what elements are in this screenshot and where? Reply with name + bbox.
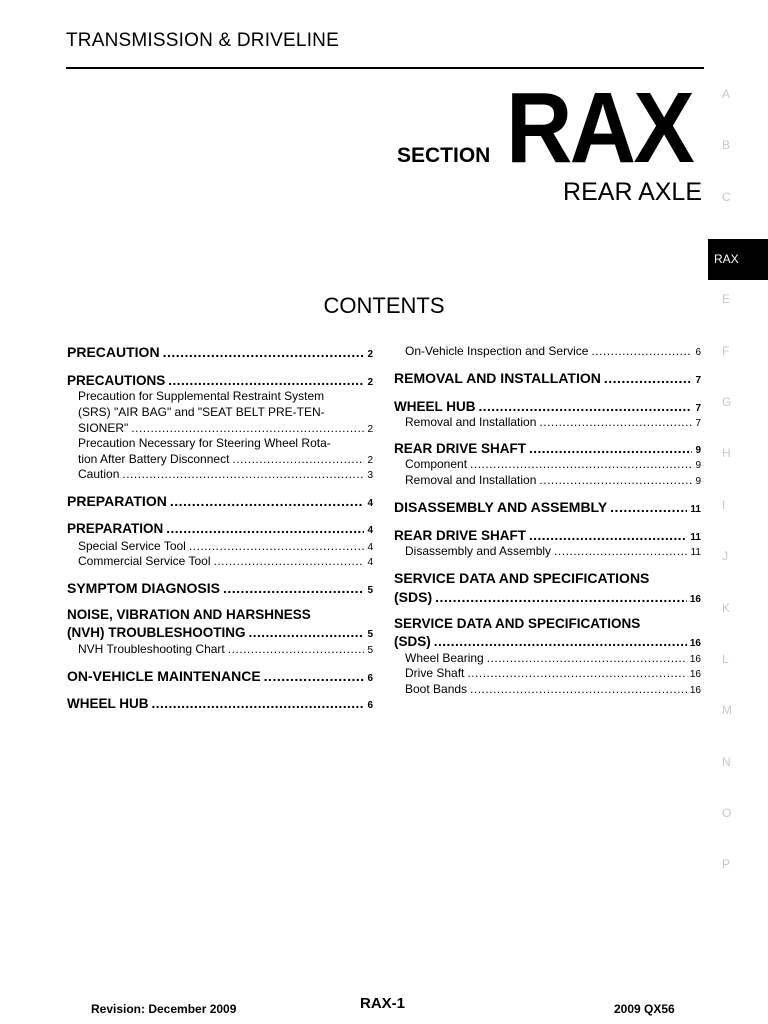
toc-entry-page: 2 — [367, 424, 373, 435]
side-index-tab-p[interactable]: P — [722, 857, 731, 872]
header-rule — [66, 67, 704, 69]
toc-entry-page: 7 — [695, 418, 701, 429]
toc-entry-title: REAR DRIVE SHAFT — [394, 528, 527, 543]
toc-entry-page: 6 — [695, 347, 701, 358]
toc-entry-steering-line2[interactable] — [67, 452, 373, 466]
toc-entry-title: Component — [405, 457, 468, 471]
toc-entry-title: REAR DRIVE SHAFT — [394, 441, 527, 456]
toc-entry-sds-heading-line1[interactable]: SERVICE DATA AND SPECIFICATIONS — [394, 570, 650, 586]
toc-entry-title: Commercial Service Tool — [78, 554, 211, 568]
toc-entry-page: 9 — [695, 476, 701, 487]
toc-entry-page: 5 — [367, 629, 373, 640]
toc-entry-nvh-chart[interactable] — [67, 642, 373, 656]
toc-entry-title: On-Vehicle Inspection and Service — [405, 344, 589, 358]
toc-entry-wheel-bearing[interactable] — [394, 651, 701, 665]
toc-entry-page: 6 — [367, 700, 373, 711]
toc-entry-title: Caution — [78, 467, 120, 481]
toc-entry-title: Removal and Installation — [405, 415, 537, 429]
toc-entry-page: 6 — [367, 673, 373, 684]
side-index-tab-l[interactable]: L — [722, 651, 729, 666]
toc-entry-special-service-tool[interactable] — [67, 539, 373, 553]
toc-entry-wheel-hub[interactable] — [67, 696, 373, 711]
side-index-tab-rax[interactable]: RAX — [708, 239, 768, 280]
toc-entry-page: 4 — [367, 525, 373, 536]
toc-entry-page: 7 — [695, 375, 701, 386]
side-index-tab-k[interactable]: K — [722, 600, 731, 615]
toc-entry-title: WHEEL HUB — [394, 399, 476, 414]
toc-entry-page: 5 — [367, 585, 373, 596]
toc-entry-page: 4 — [367, 557, 373, 568]
section-title: REAR AXLE — [563, 178, 702, 206]
toc-entry-steering-line1[interactable]: Precaution Necessary for Steering Wheel Rota- — [78, 436, 331, 450]
contents-title: CONTENTS — [323, 293, 445, 318]
toc-entry-removal-installation-heading[interactable] — [394, 370, 701, 386]
toc-entry-rear-drive-shaft-removal[interactable] — [394, 473, 701, 487]
toc-entry-drive-shaft[interactable] — [394, 666, 701, 680]
toc-entry-title: (NVH) TROUBLESHOOTING — [67, 625, 246, 640]
footer-page-id: RAX-1 — [360, 995, 406, 1012]
toc-entry-title: PRECAUTIONS — [67, 373, 166, 388]
toc-entry-title: PRECAUTION — [67, 344, 160, 360]
toc-entry-wheel-hub-removal[interactable] — [394, 415, 701, 429]
toc-entry-precautions[interactable] — [67, 373, 373, 388]
toc-entry-title: Boot Bands — [405, 682, 468, 696]
toc-entry-page: 4 — [367, 542, 373, 553]
toc-entry-srs-line2[interactable]: (SRS) "AIR BAG" and "SEAT BELT PRE-TEN- — [78, 405, 325, 419]
toc-entry-title: Disassembly and Assembly — [405, 544, 552, 558]
toc-entry-sds-heading-line2[interactable] — [394, 589, 701, 605]
toc-entry-symptom-diagnosis-heading[interactable] — [67, 580, 373, 596]
toc-entry-title: Special Service Tool — [78, 539, 186, 553]
toc-entry-page: 9 — [695, 460, 701, 471]
toc-entry-nvh-line1[interactable]: NOISE, VIBRATION AND HARSHNESS — [67, 607, 311, 622]
toc-entry-title: Wheel Bearing — [405, 651, 484, 665]
toc-entry-title: (SDS) — [394, 634, 431, 649]
section-group-header: TRANSMISSION & DRIVELINE — [66, 30, 339, 51]
side-index — [708, 80, 768, 902]
toc-entry-sds-line2[interactable] — [394, 634, 701, 649]
section-label: SECTION — [397, 144, 491, 167]
toc-entry-preparation-heading[interactable] — [67, 493, 373, 509]
toc-entry-page: 16 — [689, 654, 701, 665]
toc-entry-page: 11 — [690, 532, 701, 543]
side-index-tab-m[interactable]: M — [722, 703, 732, 718]
toc-entry-title: Drive Shaft — [405, 666, 465, 680]
side-index-tab-e[interactable]: E — [722, 292, 731, 307]
toc-entry-page: 3 — [367, 470, 373, 481]
toc-entry-precaution-heading[interactable] — [67, 344, 373, 360]
toc-entry-page: 11 — [690, 547, 701, 558]
side-index-tab-o[interactable]: O — [722, 806, 732, 821]
footer-model: 2009 QX56 — [614, 1002, 675, 1016]
toc-entry-page: 2 — [367, 349, 373, 360]
toc-entry-title: SYMPTOM DIAGNOSIS — [67, 580, 220, 596]
side-index-tab-i[interactable]: I — [722, 497, 726, 512]
toc-entry-title: WHEEL HUB — [67, 696, 149, 711]
toc-entry-on-vehicle-inspection[interactable] — [394, 344, 701, 358]
toc-entry-rear-drive-shaft[interactable] — [394, 441, 701, 456]
side-index-tab-h[interactable]: H — [722, 446, 731, 461]
toc-entry-commercial-service-tool[interactable] — [67, 554, 373, 568]
toc-entry-disassembly-assembly[interactable] — [394, 544, 701, 558]
toc-entry-page: 16 — [689, 685, 701, 696]
toc-entry-nvh-line2[interactable] — [67, 625, 373, 640]
section-code: RAX — [506, 72, 692, 184]
toc-entry-sds-line1[interactable]: SERVICE DATA AND SPECIFICATIONS — [394, 616, 641, 631]
toc-entry-page: 5 — [367, 645, 373, 656]
toc-entry-component[interactable] — [394, 457, 701, 471]
toc-entry-title: REMOVAL AND INSTALLATION — [394, 370, 601, 386]
side-index-tab-a[interactable]: A — [722, 87, 731, 101]
toc-entry-title: DISASSEMBLY AND ASSEMBLY — [394, 499, 608, 515]
side-index-tab-g[interactable]: G — [722, 394, 732, 409]
side-index-tab-f[interactable]: F — [722, 343, 730, 358]
toc-entry-title: NVH Troubleshooting Chart — [78, 642, 225, 656]
toc-entry-page: 9 — [695, 445, 701, 456]
toc-entry-title: Removal and Installation — [405, 473, 537, 487]
toc-entry-title: PREPARATION — [67, 493, 167, 509]
side-index-tab-j[interactable]: J — [722, 549, 728, 564]
side-index-tab-c[interactable]: C — [722, 189, 731, 204]
toc-entry-page: 2 — [367, 455, 373, 466]
toc-entry-caution[interactable] — [67, 467, 373, 481]
toc-entry-srs-line1[interactable]: Precaution for Supplemental Restraint System — [78, 389, 325, 403]
toc-entry-rear-drive-shaft-2[interactable] — [394, 528, 701, 543]
toc-entry-disassembly-heading[interactable] — [394, 499, 701, 515]
toc-entry-srs-line3[interactable] — [67, 421, 373, 435]
toc-entry-title: tion After Battery Disconnect — [78, 452, 230, 466]
toc-entry-page: 11 — [690, 504, 701, 515]
toc-entry-page: 16 — [689, 594, 701, 605]
toc-entry-boot-bands[interactable] — [394, 682, 701, 696]
toc-entry-on-vehicle-maintenance-heading[interactable] — [67, 668, 373, 684]
toc-entry-page: 7 — [695, 403, 701, 414]
footer-revision: Revision: December 2009 — [91, 1002, 237, 1016]
toc-entry-page: 2 — [367, 377, 373, 388]
toc-entry-title: (SDS) — [394, 589, 433, 605]
side-index-tab-n[interactable]: N — [722, 754, 731, 769]
toc-entry-wheel-hub[interactable] — [394, 399, 701, 414]
toc-entry-title: ON-VEHICLE MAINTENANCE — [67, 668, 261, 684]
toc-entry-page: 16 — [689, 669, 701, 680]
toc-entry-page: 4 — [367, 498, 373, 509]
toc-entry-preparation[interactable] — [67, 521, 373, 536]
toc-entry-page: 16 — [689, 638, 701, 649]
toc-entry-title: SIONER" — [78, 421, 129, 435]
toc-entry-title: PREPARATION — [67, 521, 164, 536]
side-index-tab-b[interactable]: B — [722, 138, 731, 153]
